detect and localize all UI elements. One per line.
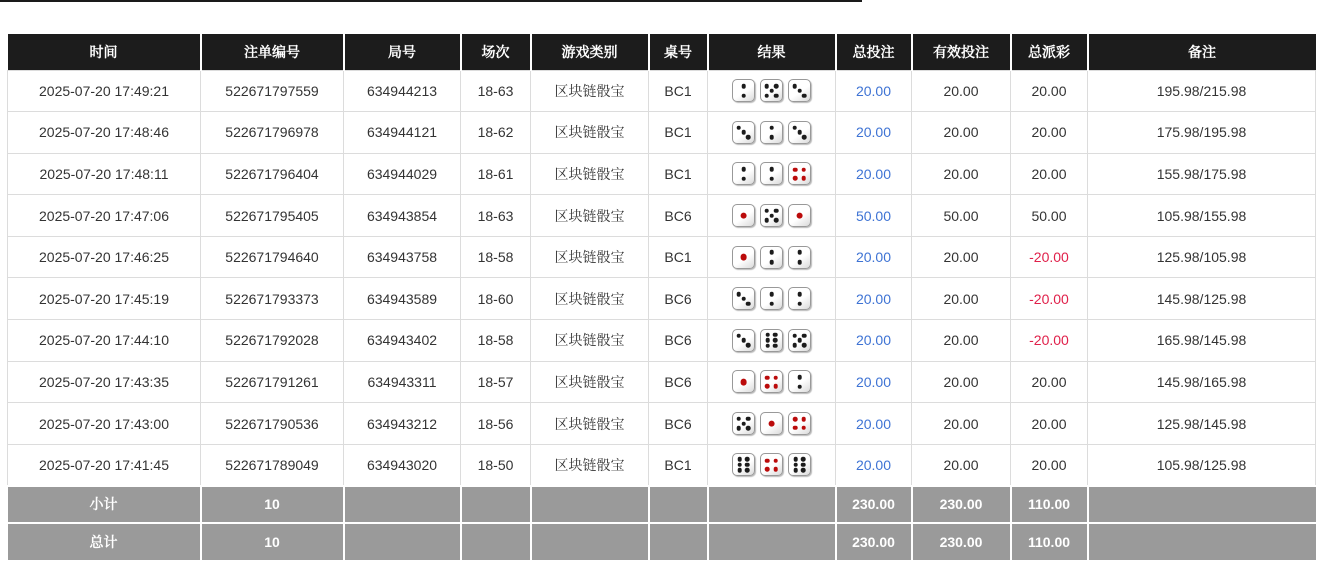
cell-total_payout: 20.00 (1011, 444, 1088, 486)
cell-result (708, 236, 836, 278)
cell-remark: 175.98/195.98 (1088, 112, 1316, 154)
cell-valid_bet: 20.00 (912, 112, 1011, 154)
cell-bet_id: 522671791261 (201, 361, 344, 403)
bet-amount-link[interactable]: 50.00 (836, 195, 912, 237)
cell-game_type: 区块链骰宝 (531, 444, 649, 486)
cell-valid_bet: 20.00 (912, 70, 1011, 112)
col-header-total_bet: 总投注 (836, 34, 912, 70)
cell-time: 2025-07-20 17:48:46 (8, 112, 201, 154)
die-3-icon (732, 287, 755, 310)
cell-valid_bet: 20.00 (912, 361, 1011, 403)
footer-cell-total_payout: 110.00 (1011, 523, 1088, 560)
cell-time: 2025-07-20 17:49:21 (8, 70, 201, 112)
die-6-icon (788, 453, 811, 476)
footer-cell-table_no (649, 486, 708, 523)
cell-table_no: BC1 (649, 153, 708, 195)
die-5-icon (760, 79, 783, 102)
cell-table_no: BC6 (649, 361, 708, 403)
cell-session: 18-56 (461, 403, 531, 445)
cell-game_type: 区块链骰宝 (531, 153, 649, 195)
table-row (8, 70, 1316, 112)
die-4-icon (788, 412, 811, 435)
cell-total_payout: 50.00 (1011, 195, 1088, 237)
cell-round_id: 634944029 (344, 153, 461, 195)
cell-round_id: 634943758 (344, 236, 461, 278)
bet-amount-link[interactable]: 20.00 (836, 153, 912, 195)
footer-cell-remark (1088, 523, 1316, 560)
footer-cell-game_type (531, 523, 649, 560)
footer-cell-valid_bet: 230.00 (912, 486, 1011, 523)
die-5-icon (760, 204, 783, 227)
cell-remark: 195.98/215.98 (1088, 70, 1316, 112)
footer-cell-total_bet: 230.00 (836, 523, 912, 560)
col-header-time: 时间 (8, 34, 201, 70)
cell-round_id: 634944121 (344, 112, 461, 154)
die-2-icon (760, 246, 783, 269)
cell-remark: 155.98/175.98 (1088, 153, 1316, 195)
cell-remark: 105.98/155.98 (1088, 195, 1316, 237)
col-header-round_id: 局号 (344, 34, 461, 70)
die-2-icon (788, 287, 811, 310)
die-1-icon (732, 370, 755, 393)
cell-result (708, 153, 836, 195)
col-header-session: 场次 (461, 34, 531, 70)
footer-cell-round_id (344, 486, 461, 523)
die-6-icon (760, 329, 783, 352)
cell-bet_id: 522671795405 (201, 195, 344, 237)
cell-time: 2025-07-20 17:45:19 (8, 278, 201, 320)
cell-time: 2025-07-20 17:48:11 (8, 153, 201, 195)
cell-result (708, 444, 836, 486)
footer-cell-game_type (531, 486, 649, 523)
cell-remark: 125.98/145.98 (1088, 403, 1316, 445)
cell-session: 18-62 (461, 112, 531, 154)
cell-valid_bet: 50.00 (912, 195, 1011, 237)
bet-amount-link[interactable]: 20.00 (836, 70, 912, 112)
cell-session: 18-63 (461, 70, 531, 112)
table-row (8, 112, 1316, 154)
die-2-icon (788, 370, 811, 393)
cell-bet_id: 522671796978 (201, 112, 344, 154)
cell-total_payout: -20.00 (1011, 278, 1088, 320)
table-row (8, 153, 1316, 195)
table-body (8, 70, 1316, 486)
cell-session: 18-50 (461, 444, 531, 486)
cell-total_payout: -20.00 (1011, 236, 1088, 278)
die-2-icon (760, 121, 783, 144)
cell-time: 2025-07-20 17:47:06 (8, 195, 201, 237)
bet-amount-link[interactable]: 20.00 (836, 403, 912, 445)
cell-game_type: 区块链骰宝 (531, 361, 649, 403)
cell-round_id: 634943020 (344, 444, 461, 486)
cell-round_id: 634943212 (344, 403, 461, 445)
cell-bet_id: 522671797559 (201, 70, 344, 112)
table-row (8, 444, 1316, 486)
cell-remark: 145.98/165.98 (1088, 361, 1316, 403)
cell-table_no: BC1 (649, 236, 708, 278)
cell-session: 18-58 (461, 320, 531, 362)
cell-session: 18-63 (461, 195, 531, 237)
bet-amount-link[interactable]: 20.00 (836, 278, 912, 320)
die-2-icon (760, 287, 783, 310)
cell-total_payout: -20.00 (1011, 320, 1088, 362)
table-header (8, 34, 1316, 70)
cell-bet_id: 522671792028 (201, 320, 344, 362)
table-row (8, 236, 1316, 278)
cell-total_payout: 20.00 (1011, 112, 1088, 154)
cell-total_payout: 20.00 (1011, 361, 1088, 403)
table-row (8, 195, 1316, 237)
cell-game_type: 区块链骰宝 (531, 195, 649, 237)
die-2-icon (732, 79, 755, 102)
footer-cell-time: 小计 (8, 486, 201, 523)
bet-history-table (7, 34, 1316, 560)
cell-valid_bet: 20.00 (912, 320, 1011, 362)
footer-cell-valid_bet: 230.00 (912, 523, 1011, 560)
cell-table_no: BC6 (649, 320, 708, 362)
col-header-table_no: 桌号 (649, 34, 708, 70)
cell-total_payout: 20.00 (1011, 403, 1088, 445)
cell-round_id: 634943402 (344, 320, 461, 362)
footer-cell-result (708, 523, 836, 560)
footer-cell-time: 总计 (8, 523, 201, 560)
footer-cell-total_payout: 110.00 (1011, 486, 1088, 523)
cell-bet_id: 522671794640 (201, 236, 344, 278)
cell-table_no: BC1 (649, 112, 708, 154)
cell-bet_id: 522671790536 (201, 403, 344, 445)
cell-result (708, 320, 836, 362)
die-2-icon (760, 162, 783, 185)
cell-round_id: 634943589 (344, 278, 461, 320)
cell-table_no: BC6 (649, 195, 708, 237)
cell-valid_bet: 20.00 (912, 278, 1011, 320)
die-6-icon (732, 453, 755, 476)
bet-amount-link[interactable]: 20.00 (836, 444, 912, 486)
cell-result (708, 112, 836, 154)
bet-amount-link[interactable]: 20.00 (836, 112, 912, 154)
cell-total_payout: 20.00 (1011, 70, 1088, 112)
col-header-remark: 备注 (1088, 34, 1316, 70)
cell-round_id: 634944213 (344, 70, 461, 112)
die-4-icon (788, 162, 811, 185)
bet-history-table-wrap (7, 34, 1315, 560)
cell-total_payout: 20.00 (1011, 153, 1088, 195)
cell-time: 2025-07-20 17:46:25 (8, 236, 201, 278)
die-1-icon (788, 204, 811, 227)
cell-table_no: BC1 (649, 444, 708, 486)
table-row (8, 320, 1316, 362)
cell-bet_id: 522671796404 (201, 153, 344, 195)
footer-cell-bet_id: 10 (201, 523, 344, 560)
die-2-icon (732, 162, 755, 185)
footer-cell-table_no (649, 523, 708, 560)
cell-valid_bet: 20.00 (912, 236, 1011, 278)
cell-session: 18-61 (461, 153, 531, 195)
cell-table_no: BC6 (649, 278, 708, 320)
cell-game_type: 区块链骰宝 (531, 112, 649, 154)
die-1-icon (732, 246, 755, 269)
footer-cell-session (461, 523, 531, 560)
die-3-icon (788, 79, 811, 102)
die-4-icon (760, 370, 783, 393)
die-3-icon (732, 121, 755, 144)
table-row (8, 361, 1316, 403)
col-header-result: 结果 (708, 34, 836, 70)
cell-time: 2025-07-20 17:43:35 (8, 361, 201, 403)
die-3-icon (788, 121, 811, 144)
cell-time: 2025-07-20 17:41:45 (8, 444, 201, 486)
cell-result (708, 403, 836, 445)
bet-amount-link[interactable]: 20.00 (836, 236, 912, 278)
table-row (8, 403, 1316, 445)
cell-game_type: 区块链骰宝 (531, 278, 649, 320)
cell-valid_bet: 20.00 (912, 444, 1011, 486)
cell-bet_id: 522671789049 (201, 444, 344, 486)
col-header-game_type: 游戏类别 (531, 34, 649, 70)
cell-round_id: 634943854 (344, 195, 461, 237)
cell-game_type: 区块链骰宝 (531, 403, 649, 445)
table-row (8, 278, 1316, 320)
cell-result (708, 70, 836, 112)
grandtotal-row (8, 523, 1316, 560)
cell-remark: 105.98/125.98 (1088, 444, 1316, 486)
col-header-bet_id: 注单编号 (201, 34, 344, 70)
footer-cell-bet_id: 10 (201, 486, 344, 523)
cell-session: 18-57 (461, 361, 531, 403)
cell-bet_id: 522671793373 (201, 278, 344, 320)
cell-table_no: BC6 (649, 403, 708, 445)
footer-cell-session (461, 486, 531, 523)
header-row (8, 34, 1316, 70)
cell-valid_bet: 20.00 (912, 403, 1011, 445)
subtotal-row (8, 486, 1316, 523)
cell-session: 18-60 (461, 278, 531, 320)
cell-time: 2025-07-20 17:43:00 (8, 403, 201, 445)
cell-result (708, 278, 836, 320)
die-5-icon (732, 412, 755, 435)
cell-time: 2025-07-20 17:44:10 (8, 320, 201, 362)
cell-result (708, 361, 836, 403)
cell-game_type: 区块链骰宝 (531, 236, 649, 278)
cell-game_type: 区块链骰宝 (531, 320, 649, 362)
col-header-total_payout: 总派彩 (1011, 34, 1088, 70)
cell-result (708, 195, 836, 237)
footer-cell-remark (1088, 486, 1316, 523)
top-strip (0, 0, 862, 2)
die-1-icon (760, 412, 783, 435)
cell-round_id: 634943311 (344, 361, 461, 403)
footer-cell-round_id (344, 523, 461, 560)
cell-remark: 125.98/105.98 (1088, 236, 1316, 278)
footer-cell-total_bet: 230.00 (836, 486, 912, 523)
cell-valid_bet: 20.00 (912, 153, 1011, 195)
bet-amount-link[interactable]: 20.00 (836, 320, 912, 362)
die-1-icon (732, 204, 755, 227)
cell-session: 18-58 (461, 236, 531, 278)
footer-cell-result (708, 486, 836, 523)
cell-remark: 145.98/125.98 (1088, 278, 1316, 320)
die-3-icon (732, 329, 755, 352)
die-4-icon (760, 453, 783, 476)
bet-amount-link[interactable]: 20.00 (836, 361, 912, 403)
die-2-icon (788, 246, 811, 269)
cell-table_no: BC1 (649, 70, 708, 112)
die-5-icon (788, 329, 811, 352)
cell-game_type: 区块链骰宝 (531, 70, 649, 112)
cell-remark: 165.98/145.98 (1088, 320, 1316, 362)
col-header-valid_bet: 有效投注 (912, 34, 1011, 70)
table-footer (8, 486, 1316, 560)
